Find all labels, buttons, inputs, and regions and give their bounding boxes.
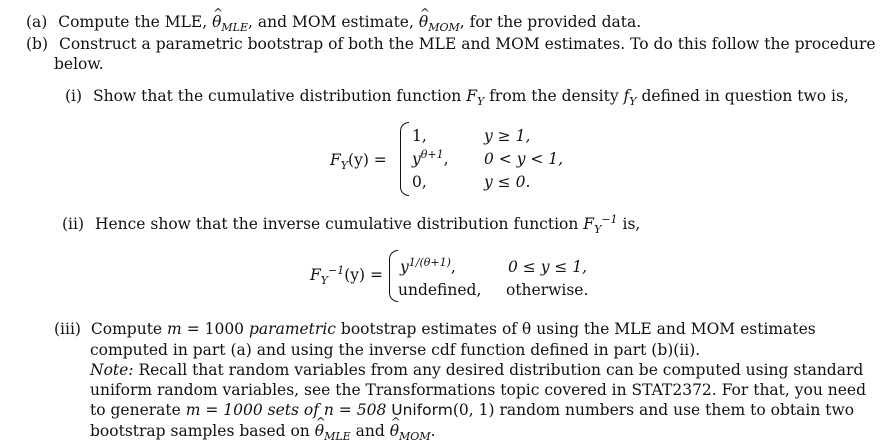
inverse-cdf-lhs: $F_Y^{-1}(y)$ = — [310, 263, 384, 288]
part-b-text1: Construct a parametric bootstrap of both the MLE and MOM estimates. To do this follow the procedure — [58, 35, 876, 53]
note-line4: bootstrap samples based on ^ $\theta_{MLE}$ and ^ $\theta_{MOM}$. — [90, 421, 436, 441]
inverse-case-2-value: undefined, — [398, 281, 482, 299]
part-ii-label: (ii) — [62, 215, 85, 233]
part-i-text-post: defined in question two is, — [641, 87, 849, 105]
part-a-pre: Compute the MLE, — [58, 13, 208, 31]
part-i-text-pre: Show that the cumulative distribution function — [93, 87, 462, 105]
cdf-case-3-cond: y ≤ 0. — [484, 173, 531, 191]
theta-mom: ^ $\theta_{MOM}$ — [419, 13, 460, 31]
inverse-cdf-symbol: $F_Y^{-1}$ — [583, 212, 618, 237]
density-symbol: $f_Y$ — [623, 87, 637, 109]
cdf-case-2-cond: 0 < y < 1, — [484, 150, 564, 168]
note-line1: Note: Recall that random variables from any desired distribution can be computed using standard — [90, 361, 864, 379]
cdf-case-3-value: 0, — [412, 173, 427, 191]
part-iii-line1: (iii) Compute m = 1000 parametric bootstrap estimates of θ using the MLE and MOM estimates — [54, 320, 816, 338]
parametric-emphasis: parametric — [249, 320, 336, 338]
part-a-post: , for the provided data. — [459, 13, 642, 31]
cdf-case-1-cond: y ≥ 1, — [484, 127, 531, 145]
inverse-case-1-cond: 0 ≤ y ≤ 1, — [508, 258, 588, 276]
part-iii-label: (iii) — [54, 320, 81, 338]
cdf-lhs: $F_Y(y)$ = — [330, 151, 387, 173]
note-line2: uniform random variables, see the Transformations topic covered in STAT2372. For that, you need — [90, 381, 867, 399]
note-label: Note: — [90, 361, 134, 379]
part-b-line1 — [26, 34, 876, 54]
cdf-brace — [400, 122, 409, 196]
cdf-case-1-value: 1, — [412, 127, 427, 145]
part-a-label: (a) — [26, 13, 48, 31]
part-iii-line2: computed in part (a) and using the inverse cdf function defined in part (b)(ii). — [90, 341, 701, 359]
part-a-line — [26, 12, 642, 35]
part-i-line — [65, 86, 849, 109]
uniform-dist: Uniform — [391, 401, 453, 419]
part-i-label: (i) — [65, 87, 83, 105]
part-a-mid: , and MOM estimate, — [248, 13, 414, 31]
part-ii-text-post: is, — [622, 215, 641, 233]
part-b-line2: below. — [54, 55, 104, 73]
inverse-case-2-cond: otherwise. — [506, 281, 589, 299]
cdf-symbol: $F_Y$ — [466, 87, 485, 109]
part-i-text-mid: from the density — [489, 87, 619, 105]
inverse-case-1-value: $y^{1/(\theta+1)}$, — [400, 255, 456, 276]
part-ii-text: Hence show that the inverse cumulative distribution function — [94, 215, 579, 233]
note-line3: to generate m = 1000 sets of n = 508 Uniform(0, 1) random numbers and use them to obtain two — [90, 401, 855, 419]
part-b-label: (b) — [26, 35, 49, 53]
cdf-case-2-value: $y^{\theta+1}$, — [412, 147, 449, 168]
part-ii-line — [62, 212, 641, 237]
theta-mle: ^ $\theta_{MLE}$ — [212, 13, 248, 31]
inverse-cdf-brace — [389, 250, 398, 302]
